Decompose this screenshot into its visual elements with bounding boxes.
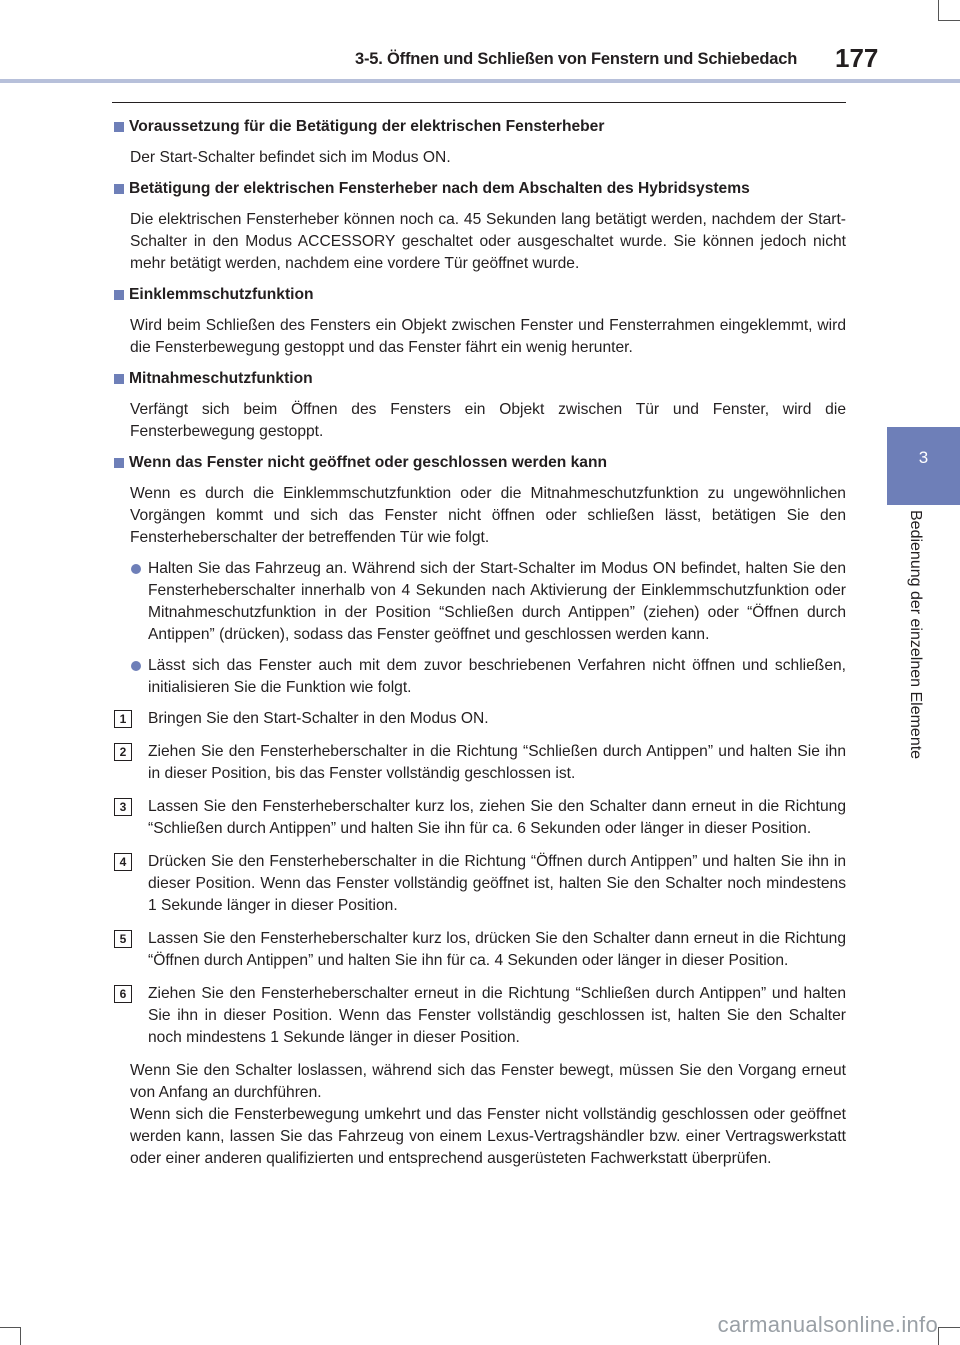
- running-head: 3-5. Öffnen und Schließen von Fenstern und Schiebedach: [355, 50, 798, 68]
- step-number: 2: [114, 743, 132, 761]
- section-text: Verfängt sich beim Öffnen des Fensters ein Objekt zwischen Tür und Fenster, wird die Fensterbewegung gestoppt.: [130, 401, 846, 440]
- step-item: 6 Ziehen Sie den Fensterheberschalter erneut in die Richtung “Schließen durch Antippen” und halten Sie ihn in dieser Position. Wenn das Fenster vollständig geschlossen ist, halten Sie den Schalter noch mindestens 1 Sekunde länger in dieser Position.: [148, 983, 846, 1049]
- step-item: 5 Lassen Sie den Fensterheberschalter kurz los, drücken Sie den Schalter dann erneut in die Richtung “Öffnen durch Antippen” und halten Sie ihn für ca. 4 Sekunden oder länger in dieser Position.: [148, 928, 846, 972]
- step-item: 2 Ziehen Sie den Fensterheberschalter in die Richtung “Schließen durch Antippen” und halten Sie ihn in dieser Position, bis das Fenster vollständig geschlossen ist.: [148, 741, 846, 785]
- crop-mark: [0, 1327, 20, 1328]
- section-title: Mitnahmeschutzfunktion: [112, 368, 846, 390]
- chapter-title: Bedienung der einzelnen Elemente: [907, 510, 924, 760]
- page-number: 177: [835, 43, 879, 73]
- crop-mark: [938, 0, 939, 20]
- round-bullet-icon: [131, 564, 141, 574]
- section-text: Die elektrischen Fensterheber können noch ca. 45 Sekunden lang betätigt werden, nachdem der Start-Schalter in den Modus ACCESSORY geschaltet oder ausgeschaltet wurde. Sie können jedoch nicht mehr betätigt werden, nachdem eine vordere Tür geöffnet wurde.: [130, 211, 846, 272]
- square-bullet-icon: [114, 122, 124, 132]
- chapter-number: 3: [918, 448, 929, 467]
- watermark: carmanualsonline.info: [717, 1312, 938, 1337]
- closing-note: Wenn Sie den Schalter loslassen, während sich das Fenster bewegt, müssen Sie den Vorgang erneut von Anfang an durchführen.: [130, 1062, 846, 1101]
- crop-mark: [938, 20, 960, 21]
- step-item: 1 Bringen Sie den Start-Schalter in den Modus ON.: [148, 708, 846, 730]
- square-bullet-icon: [114, 290, 124, 300]
- section-title: Betätigung der elektrischen Fensterheber nach dem Abschalten des Hybridsystems: [112, 178, 846, 200]
- header-band: [0, 79, 960, 83]
- section-title: Wenn das Fenster nicht geöffnet oder geschlossen werden kann: [112, 452, 846, 474]
- list-item: Halten Sie das Fahrzeug an. Während sich der Start-Schalter im Modus ON befindet, halten Sie den Fensterheberschalter innerhalb von 4 Sekunden nach Aktivierung der Einklemmschutzfunktion oder Mitnahmeschutzfunktion in der Position “Schließen durch Antippen” (ziehen) oder “Öffnen durch Antippen” (drücken), sodass das Fenster geöffnet und geschlossen werden kann.: [148, 558, 846, 646]
- page-content: [112, 116, 846, 1170]
- crop-mark: [938, 1327, 960, 1328]
- closing-note: Wenn sich die Fensterbewegung umkehrt und das Fenster nicht vollständig geschlossen oder geöffnet werden kann, lassen Sie das Fahrzeug von einem Lexus-Vertragshändler bzw. einer Vertragswerkstatt oder einer anderen qualifizierten und entsprechend ausgerüsteten Fachwerkstatt überprüfen.: [130, 1106, 846, 1167]
- square-bullet-icon: [114, 458, 124, 468]
- section-title: Voraussetzung für die Betätigung der elektrischen Fensterheber: [112, 116, 846, 138]
- chapter-tab: [887, 427, 960, 505]
- step-number: 5: [114, 930, 132, 948]
- step-item: 4 Drücken Sie den Fensterheberschalter in die Richtung “Öffnen durch Antippen” und halten Sie ihn in dieser Position. Wenn das Fenster vollständig geöffnet ist, halten Sie den Schalter noch mindestens 1 Sekunde länger in dieser Position.: [148, 851, 846, 917]
- section-text: Der Start-Schalter befindet sich im Modus ON.: [130, 149, 451, 166]
- step-number: 1: [114, 710, 132, 728]
- step-number: 4: [114, 853, 132, 871]
- crop-mark: [938, 1327, 939, 1345]
- section-text: Wenn es durch die Einklemmschutzfunktion oder die Mitnahmeschutzfunktion zu ungewöhnlichen Vorgängen kommt und sich das Fenster nicht öffnen oder schließen lässt, betätigen Sie den Fensterheberschalter der betreffenden Tür wie folgt.: [130, 485, 846, 546]
- square-bullet-icon: [114, 184, 124, 194]
- step-number: 3: [114, 798, 132, 816]
- section-text: Wird beim Schließen des Fensters ein Objekt zwischen Fenster und Fensterrahmen eingeklemmt, wird die Fensterbewegung gestoppt und das Fenster fährt ein wenig herunter.: [130, 317, 846, 356]
- section-title: Einklemmschutzfunktion: [112, 284, 846, 306]
- step-item: 3 Lassen Sie den Fensterheberschalter kurz los, ziehen Sie den Schalter dann erneut in die Richtung “Schließen durch Antippen” und halten Sie ihn für ca. 6 Sekunden oder länger in dieser Position.: [148, 796, 846, 840]
- header-rule: [112, 102, 846, 103]
- list-item: Lässt sich das Fenster auch mit dem zuvor beschriebenen Verfahren nicht öffnen und schließen, initialisieren Sie die Funktion wie folgt.: [148, 655, 846, 699]
- step-number: 6: [114, 985, 132, 1003]
- square-bullet-icon: [114, 374, 124, 384]
- crop-mark: [20, 1327, 21, 1345]
- round-bullet-icon: [131, 661, 141, 671]
